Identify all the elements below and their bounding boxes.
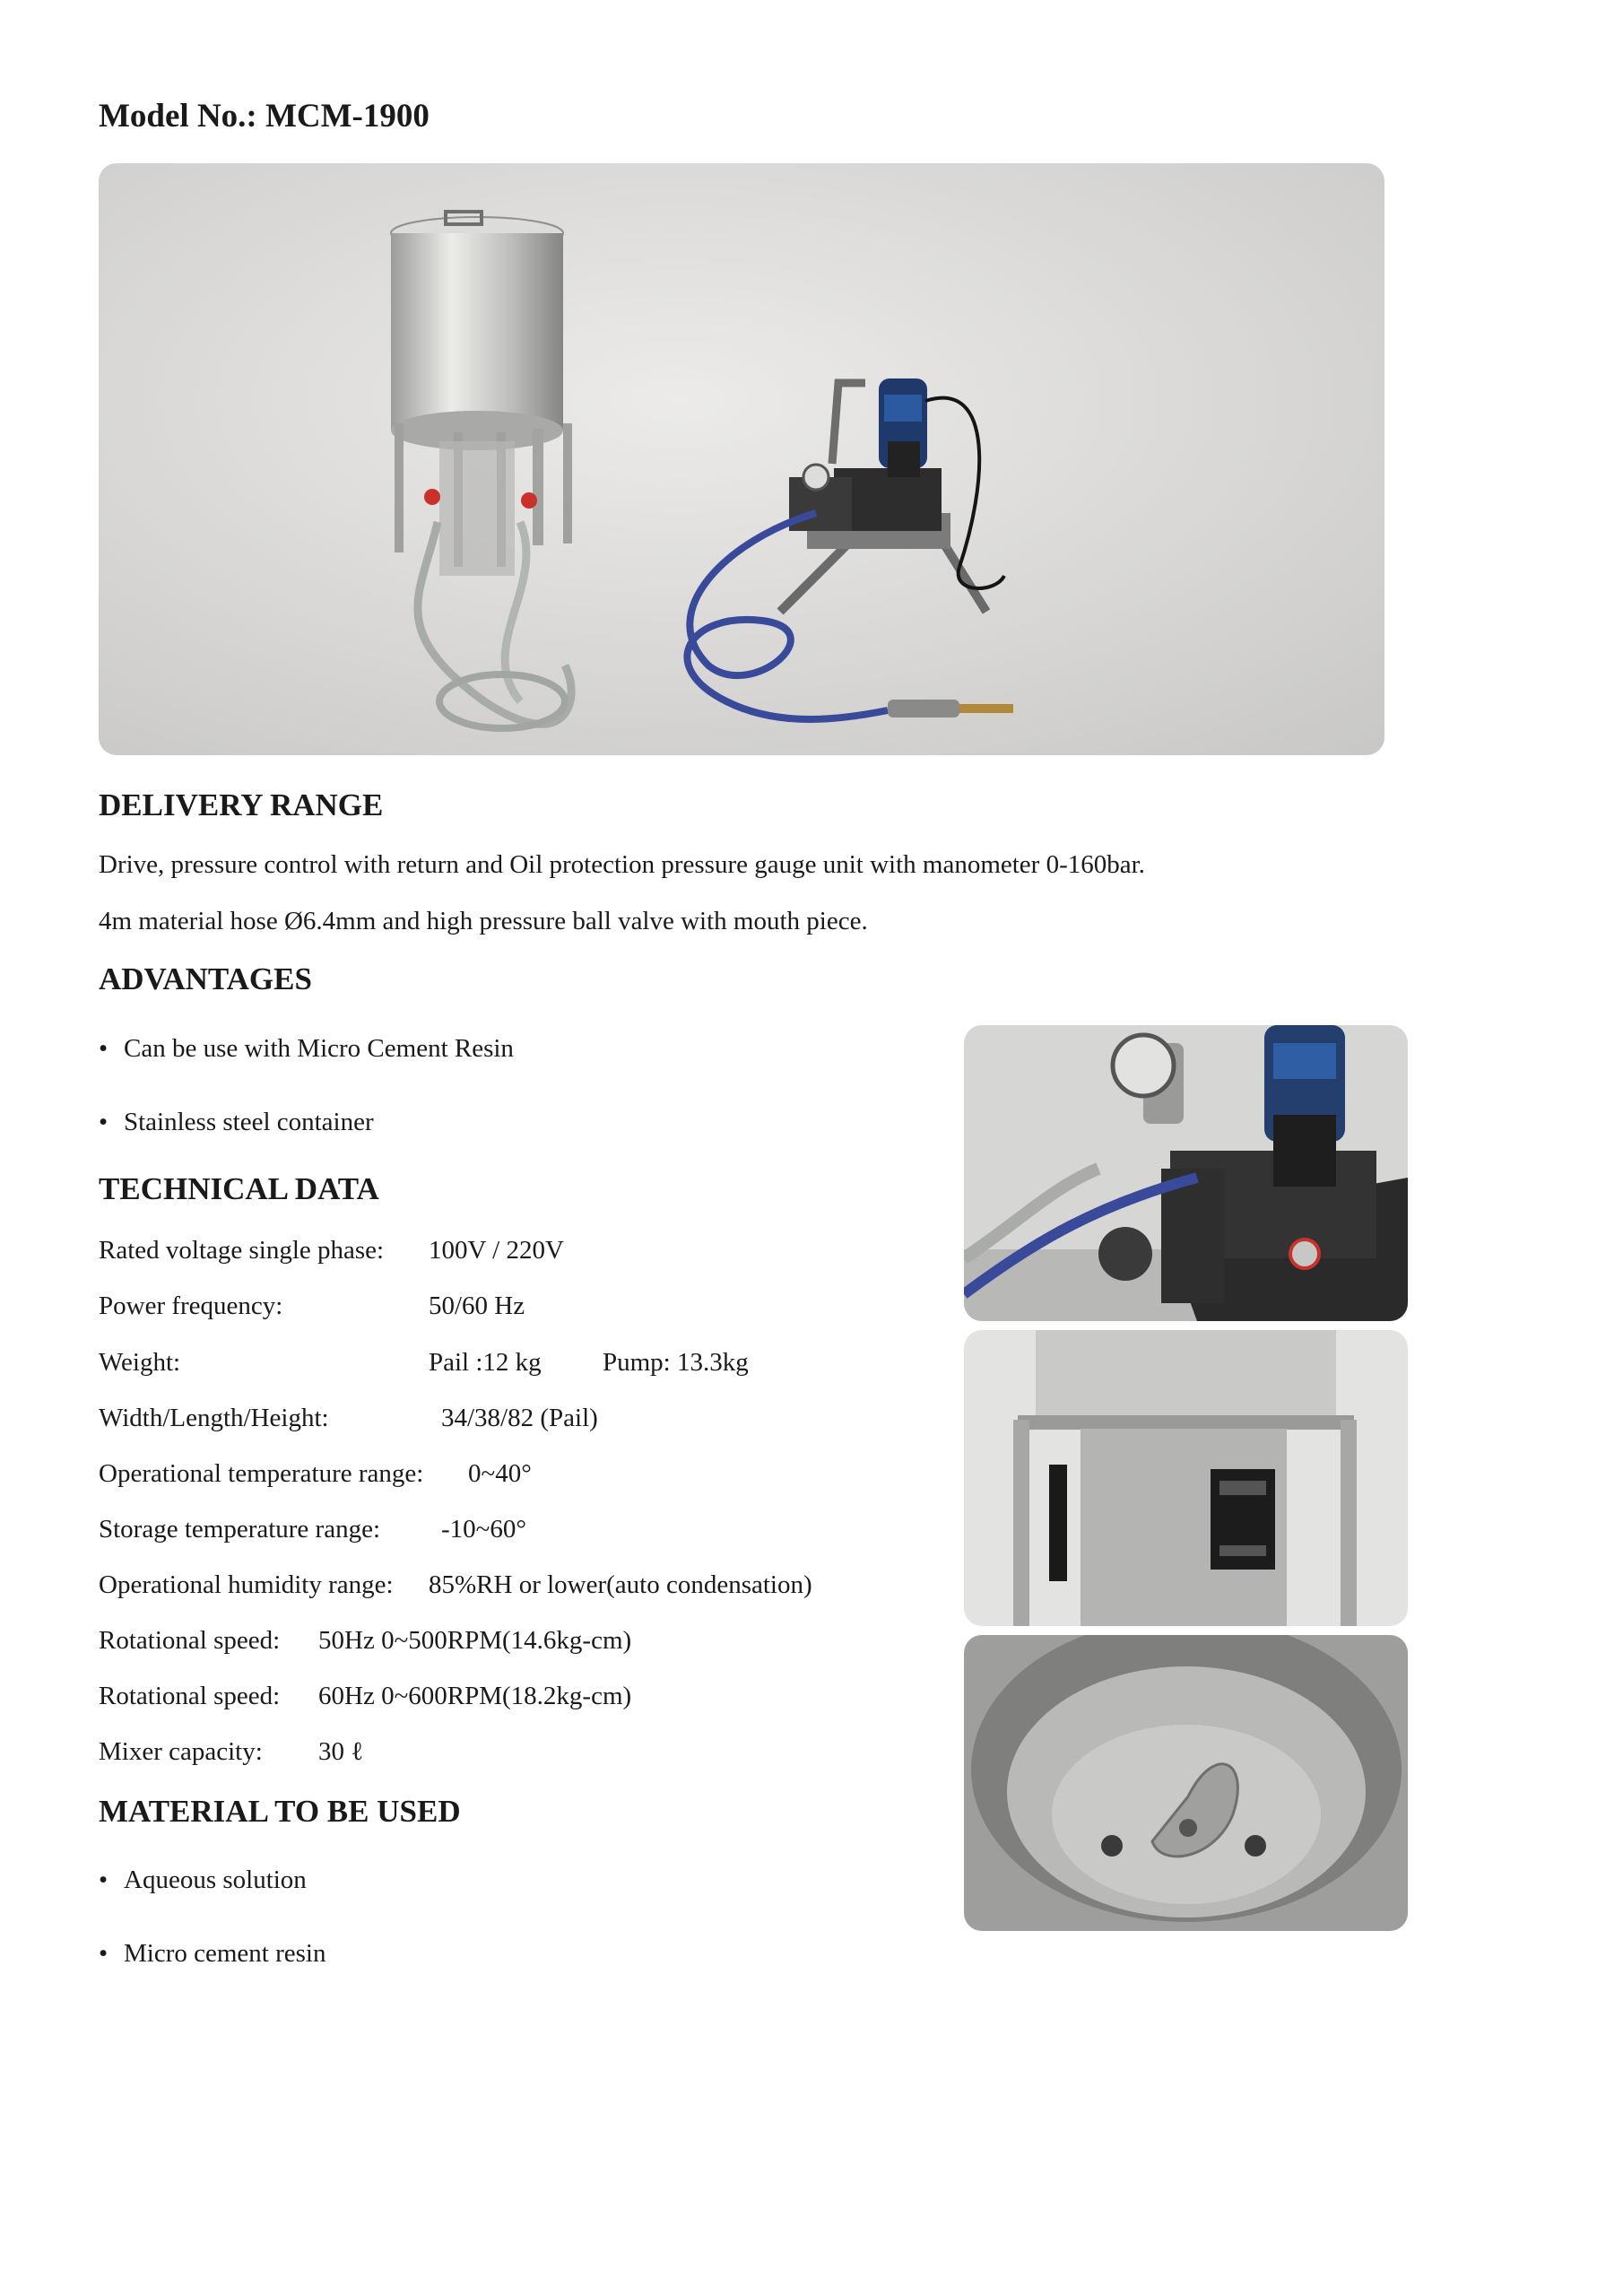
spec-value: 100V / 220V	[429, 1236, 564, 1265]
spec-label: Operational humidity range:	[99, 1570, 394, 1599]
delivery-line-2: 4m material hose Ø6.4mm and high pressure ball valve with mouth piece.	[99, 907, 868, 935]
spec-value: 85%RH or lower(auto condensation)	[429, 1570, 812, 1599]
spec-label: Rotational speed:	[99, 1626, 281, 1655]
spec-value-secondary: Pump: 13.3kg	[603, 1348, 749, 1377]
spec-label: Rated voltage single phase:	[99, 1236, 385, 1265]
spec-value: 50Hz 0~500RPM(14.6kg-cm)	[318, 1626, 632, 1655]
spec-label: Operational temperature range:	[99, 1459, 424, 1488]
spec-value: -10~60°	[441, 1515, 526, 1544]
spec-label: Storage temperature range:	[99, 1515, 381, 1544]
spec-label: Weight:	[99, 1348, 181, 1377]
spec-label: Width/Length/Height:	[99, 1404, 329, 1432]
pump-closeup-photo	[964, 1025, 1408, 1321]
spec-value: Pail :12 kg	[429, 1348, 542, 1377]
advantage-item: • Can be use with Micro Cement Resin	[99, 1034, 514, 1064]
page-title: Model No.: MCM-1900	[99, 98, 430, 135]
advantage-item: • Stainless steel container	[99, 1108, 374, 1137]
material-item: • Micro cement resin	[99, 1939, 325, 1969]
delivery-range-heading: DELIVERY RANGE	[99, 787, 384, 822]
spec-label: Rotational speed:	[99, 1682, 281, 1710]
spec-label: Mixer capacity:	[99, 1737, 263, 1766]
main-product-photo	[99, 163, 1384, 755]
mixer-interior-photo	[964, 1635, 1408, 1931]
delivery-line-1: Drive, pressure control with return and Oil protection pressure gauge unit with manometer 0-160bar.	[99, 850, 1145, 879]
control-box-photo	[964, 1330, 1408, 1626]
spec-value: 0~40°	[468, 1459, 532, 1488]
technical-data-heading: TECHNICAL DATA	[99, 1171, 379, 1206]
spec-value: 50/60 Hz	[429, 1292, 525, 1320]
spec-value: 34/38/82 (Pail)	[441, 1404, 598, 1432]
spec-label: Power frequency:	[99, 1292, 283, 1320]
material-item: • Aqueous solution	[99, 1866, 307, 1895]
spec-value: 30 ℓ	[318, 1737, 364, 1766]
advantages-heading: ADVANTAGES	[99, 961, 312, 996]
material-heading: MATERIAL TO BE USED	[99, 1794, 461, 1829]
spec-value: 60Hz 0~600RPM(18.2kg-cm)	[318, 1682, 632, 1710]
